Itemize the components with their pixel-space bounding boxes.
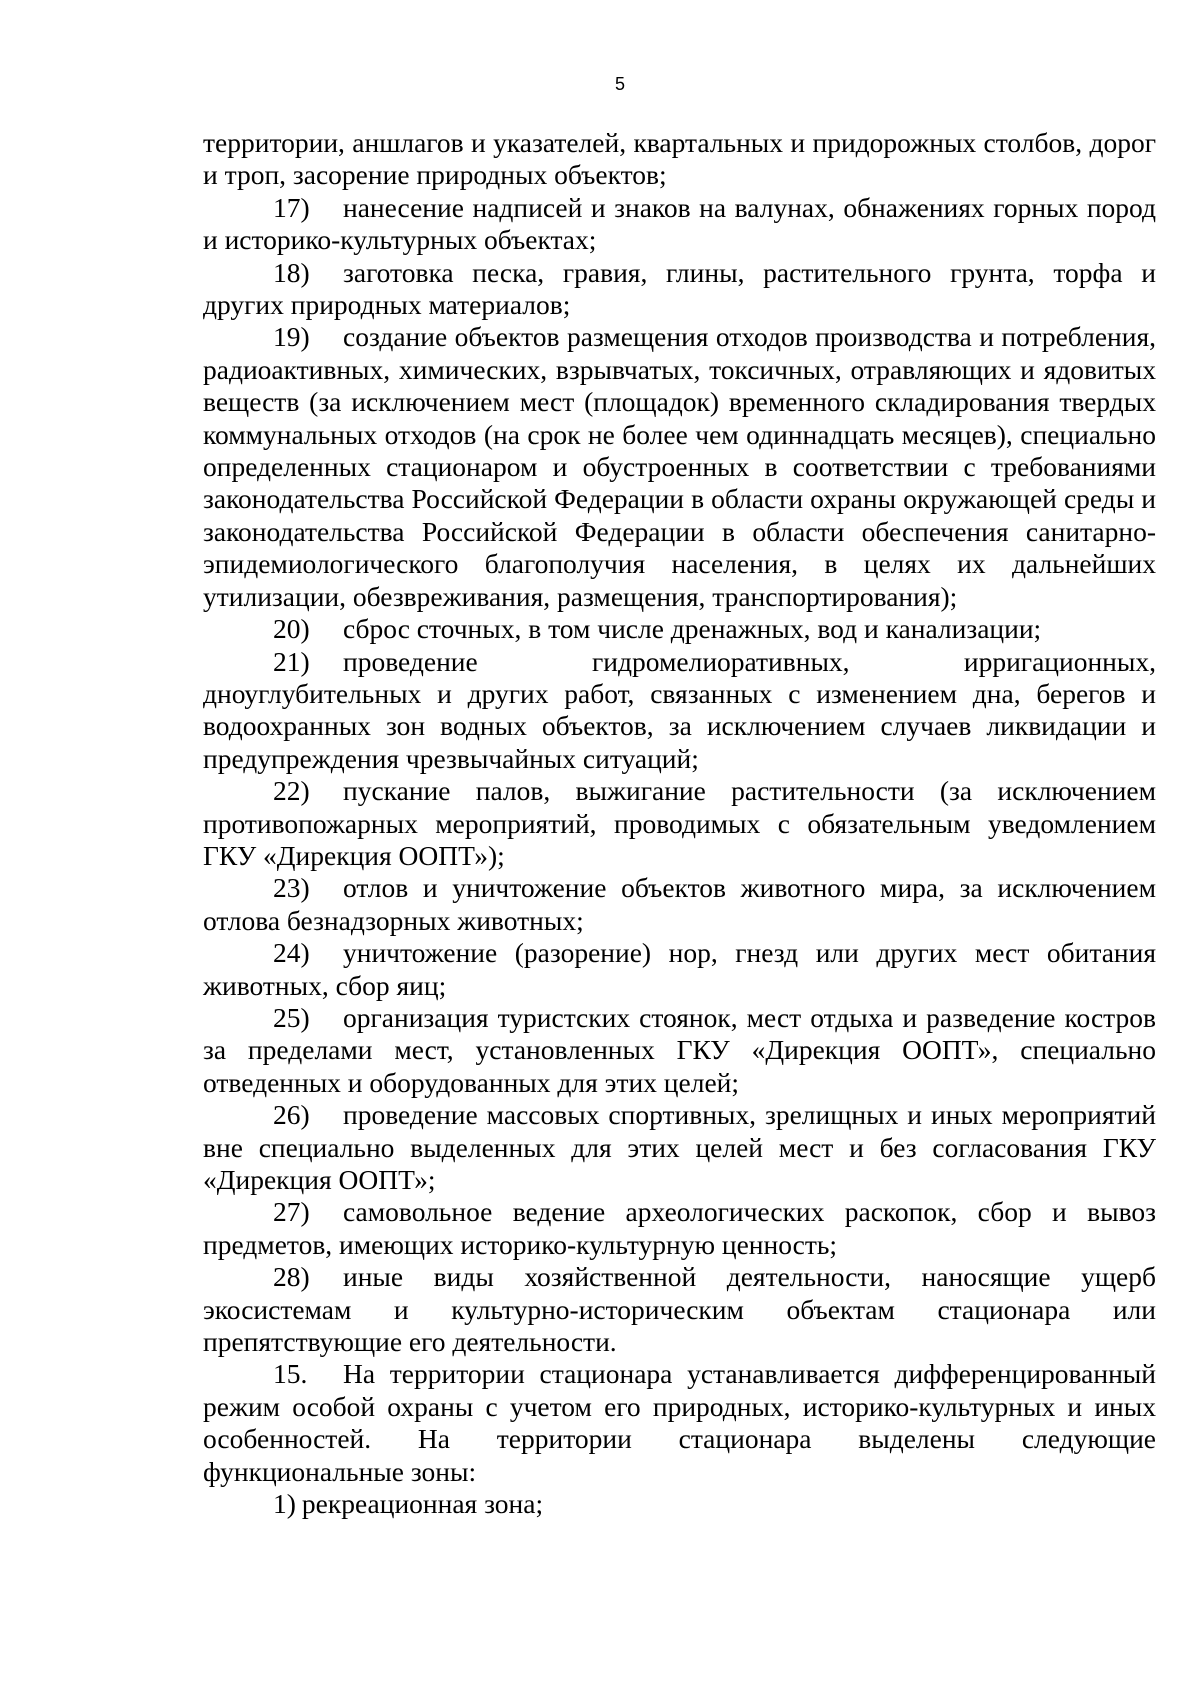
section-number: 15. xyxy=(273,1358,308,1390)
item-number: 20) xyxy=(273,613,310,645)
item-text: иные виды хозяйственной деятельности, наносящие ущерб экосистемам и культурно-историческим объектам стационара или препятствующие его деятельности. xyxy=(203,1261,1156,1358)
item-text: самовольное ведение археологических раскопок, сбор и вывоз предметов, имеющих историко-культурную ценность; xyxy=(203,1196,1156,1260)
list-item xyxy=(203,1196,1156,1261)
item-number: 23) xyxy=(273,872,310,904)
list-item xyxy=(203,257,1156,322)
item-number: 21) xyxy=(273,645,310,677)
item-number: 19) xyxy=(273,321,310,353)
item-number: 26) xyxy=(273,1099,310,1131)
document-body xyxy=(203,127,1156,1520)
item-text: организация туристских стоянок, мест отдыха и разведение костров за пределами мест, установленных ГКУ «Дирекция ООПТ», специально отведенных и оборудованных для этих целей; xyxy=(203,1001,1156,1098)
list-item xyxy=(203,1099,1156,1196)
list-item xyxy=(203,192,1156,257)
list-item xyxy=(203,1261,1156,1358)
list-item xyxy=(203,321,1156,613)
item-number: 25) xyxy=(273,1001,310,1033)
list-item xyxy=(203,937,1156,1002)
item-text: создание объектов размещения отходов производства и потребления, радиоактивных, химических, взрывчатых, токсичных, отравляющих и ядовитых веществ (за исключением мест (площадок) временного складирования твердых коммунальных отходов (на срок не более чем одиннадцать месяцев), специально определенных стационаром и обустроенных в соответствии с требованиями законодательства Российской Федерации в области охраны окружающей среды и законодательства Российской Федерации в области обеспечения санитарно-эпидемиологического благополучия населения, в целях их дальнейших утилизации, обезвреживания, размещения, транспортирования); xyxy=(203,321,1156,612)
list-item xyxy=(203,1002,1156,1099)
item-number: 27) xyxy=(273,1196,310,1228)
item-text: отлов и уничтожение объектов животного мира, за исключением отлова безнадзорных животных; xyxy=(203,872,1156,936)
item-number: 28) xyxy=(273,1261,310,1293)
section-paragraph xyxy=(203,1358,1156,1488)
item-number: 17) xyxy=(273,191,310,223)
list-item xyxy=(203,646,1156,776)
item-text: заготовка песка, гравия, глины, растительного грунта, торфа и других природных материалов; xyxy=(203,256,1156,321)
section-text: На территории стационара устанавливается дифференцированный режим особой охраны с учетом его природных, историко-культурных и иных особенностей. На территории стационара выделены следующие функциональные зоны: xyxy=(203,1358,1156,1487)
item-number: 24) xyxy=(273,937,310,969)
list-item xyxy=(203,613,1156,645)
paragraph-continuation xyxy=(203,127,1156,192)
list-item xyxy=(203,872,1156,937)
zone-list-item xyxy=(203,1488,1156,1520)
item-number: 18) xyxy=(273,256,310,288)
item-number: 22) xyxy=(273,775,310,807)
item-text: рекреационная зона; xyxy=(301,1488,544,1520)
item-text: пускание палов, выжигание растительности (за исключением противопожарных мероприятий, проводимых с обязательным уведомлением ГКУ «Дирекция ООПТ»); xyxy=(203,775,1156,871)
item-number: 1) xyxy=(273,1488,296,1520)
page-number: 5 xyxy=(614,74,625,94)
item-text: нанесение надписей и знаков на валунах, обнажениях горных пород и историко-культурных объектах; xyxy=(203,191,1156,256)
paragraph-text: территории, аншлагов и указателей, квартальных и придорожных столбов, дорог и троп, засорение природных объектов; xyxy=(203,127,1156,191)
item-text: уничтожение (разорение) нор, гнезд или других мест обитания животных, сбор яиц; xyxy=(203,937,1156,1001)
item-text: проведение массовых спортивных, зрелищных и иных мероприятий вне специально выделенных для этих целей мест и без согласования ГКУ «Дирекция ООПТ»; xyxy=(203,1099,1156,1195)
list-item xyxy=(203,775,1156,872)
item-text: сброс сточных, в том числе дренажных, вод и канализации; xyxy=(343,613,1042,645)
item-text: проведение гидромелиоративных, ирригационных, дноуглубительных и других работ, связанных с изменением дна, берегов и водоохранных зон водных объектов, за исключением случаев ликвидации и предупреждения чрезвычайных ситуаций; xyxy=(203,645,1156,774)
